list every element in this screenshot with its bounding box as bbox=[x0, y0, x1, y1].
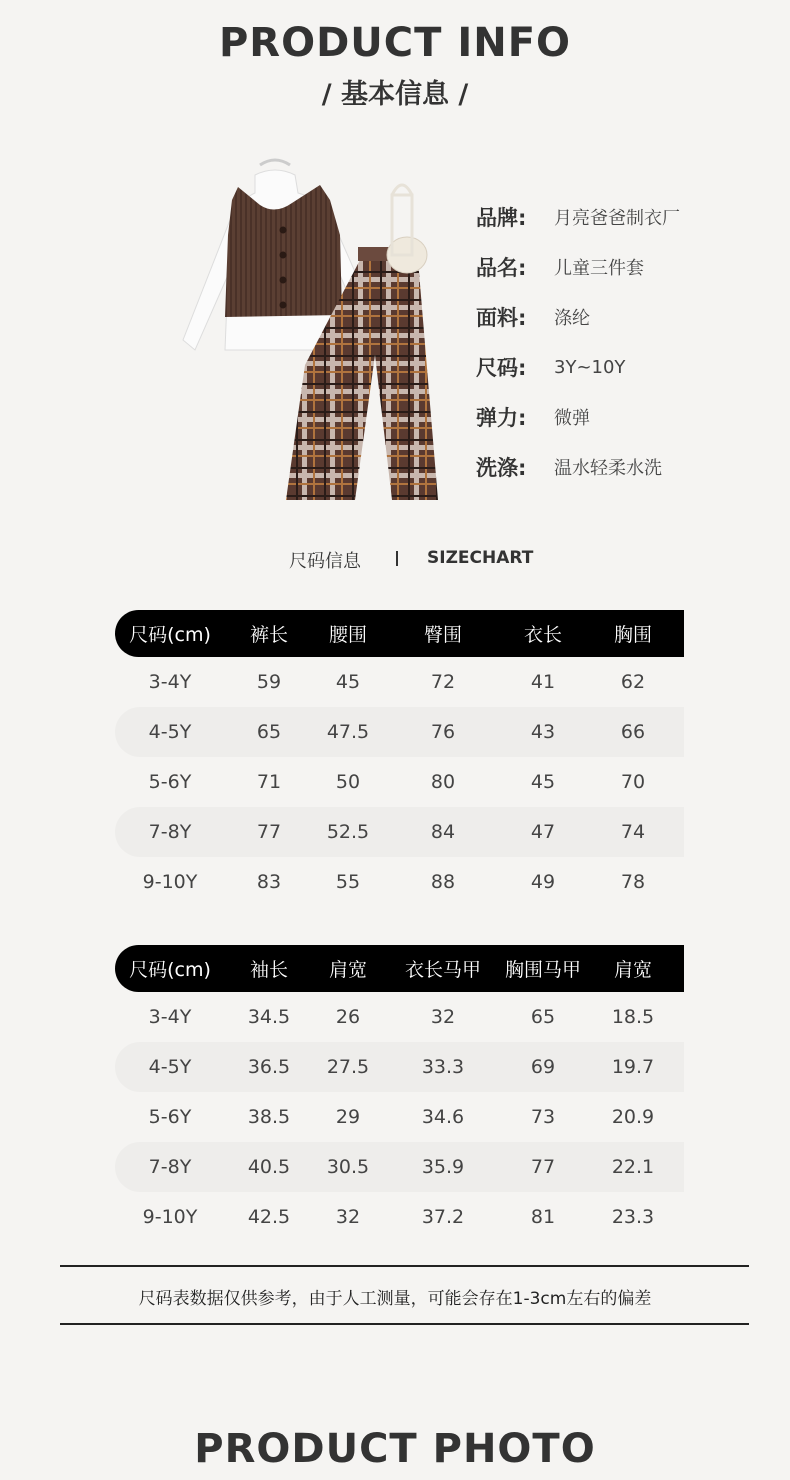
sizechart-cn: 尺码信息 bbox=[289, 551, 361, 572]
table-cell: 22.1 bbox=[611, 1156, 655, 1178]
table-row bbox=[115, 1042, 684, 1092]
table-cell: 49 bbox=[530, 871, 556, 893]
measurement-note: 尺码表数据仅供参考，由于人工测量，可能会存在1-3cm左右的偏差 bbox=[138, 1289, 652, 1309]
table-cell: 32 bbox=[430, 1006, 456, 1028]
table-cell: 38.5 bbox=[247, 1106, 291, 1128]
product-info-subtitle: / 基本信息 / bbox=[321, 79, 469, 110]
table-cell: 42.5 bbox=[247, 1206, 291, 1228]
table-row bbox=[115, 857, 684, 907]
product-info-title: PRODUCT INFO bbox=[218, 20, 572, 66]
header-cell: 裤长 bbox=[249, 624, 288, 646]
table-header bbox=[115, 610, 684, 657]
table-cell: 66 bbox=[620, 721, 646, 743]
table-cell: 76 bbox=[430, 721, 456, 743]
table-cell: 78 bbox=[620, 871, 646, 893]
info-label: 面料: bbox=[476, 306, 527, 330]
table-row bbox=[115, 657, 684, 707]
sizechart-en: SIZECHART bbox=[427, 548, 534, 568]
table-cell: 65 bbox=[530, 1006, 556, 1028]
table-cell: 77 bbox=[256, 821, 282, 843]
table-cell: 69 bbox=[530, 1056, 556, 1078]
table-cell: 59 bbox=[256, 671, 282, 693]
table-cell: 30.5 bbox=[326, 1156, 370, 1178]
table-cell: 71 bbox=[256, 771, 282, 793]
info-value: 3Y~10Y bbox=[554, 356, 626, 378]
table-cell: 74 bbox=[620, 821, 646, 843]
table-cell: 9-10Y bbox=[142, 871, 198, 893]
table-cell: 26 bbox=[335, 1006, 361, 1028]
header-cell: 袖长 bbox=[249, 959, 288, 981]
table-cell: 37.2 bbox=[421, 1206, 465, 1228]
info-row-name bbox=[476, 242, 680, 292]
table-cell: 45 bbox=[530, 771, 556, 793]
table-cell: 81 bbox=[530, 1206, 556, 1228]
product-info-list bbox=[476, 192, 680, 492]
table-cell: 47.5 bbox=[326, 721, 370, 743]
info-row-fabric bbox=[476, 292, 680, 342]
table-cell: 35.9 bbox=[421, 1156, 465, 1178]
info-value: 月亮爸爸制衣厂 bbox=[554, 208, 680, 229]
table-cell: 23.3 bbox=[611, 1206, 655, 1228]
table-cell: 7-8Y bbox=[148, 821, 192, 843]
info-row-brand bbox=[476, 192, 680, 242]
info-label: 品牌: bbox=[476, 206, 527, 230]
header-cell: 胸围 bbox=[613, 624, 652, 646]
table-row bbox=[115, 757, 684, 807]
table-cell: 3-4Y bbox=[148, 671, 192, 693]
info-value: 温水轻柔水洗 bbox=[554, 458, 662, 479]
table-cell: 9-10Y bbox=[142, 1206, 198, 1228]
header-cell: 肩宽 bbox=[613, 959, 652, 981]
table-cell: 55 bbox=[335, 871, 361, 893]
table-row bbox=[115, 1192, 684, 1242]
table-row bbox=[115, 707, 684, 757]
info-row-elastic bbox=[476, 392, 680, 442]
product-image bbox=[180, 155, 440, 510]
info-label: 弹力: bbox=[476, 406, 527, 430]
info-label: 尺码: bbox=[476, 356, 527, 380]
header-cell: 衣长马甲 bbox=[404, 959, 481, 981]
info-row-size bbox=[476, 342, 680, 392]
product-photo-title: PRODUCT PHOTO bbox=[194, 1426, 596, 1472]
table-cell: 32 bbox=[335, 1206, 361, 1228]
table-row bbox=[115, 992, 684, 1042]
header-cell: 尺码(cm) bbox=[129, 959, 211, 981]
info-row-wash bbox=[476, 442, 680, 492]
info-value: 儿童三件套 bbox=[554, 258, 644, 279]
table-cell: 84 bbox=[430, 821, 456, 843]
size-table-tops bbox=[115, 945, 684, 1242]
table-cell: 5-6Y bbox=[148, 1106, 192, 1128]
table-cell: 36.5 bbox=[247, 1056, 291, 1078]
table-cell: 73 bbox=[530, 1106, 556, 1128]
table-cell: 72 bbox=[430, 671, 456, 693]
table-cell: 20.9 bbox=[611, 1106, 655, 1128]
info-value: 微弹 bbox=[554, 408, 590, 429]
table-cell: 40.5 bbox=[247, 1156, 291, 1178]
header-cell: 腰围 bbox=[328, 624, 367, 646]
table-cell: 33.3 bbox=[421, 1056, 465, 1078]
table-cell: 18.5 bbox=[611, 1006, 655, 1028]
header-cell: 肩宽 bbox=[328, 959, 367, 981]
table-row bbox=[115, 1142, 684, 1192]
table-cell: 34.5 bbox=[247, 1006, 291, 1028]
table-cell: 3-4Y bbox=[148, 1006, 192, 1028]
table-cell: 83 bbox=[256, 871, 282, 893]
header-cell: 尺码(cm) bbox=[129, 624, 211, 646]
table-cell: 80 bbox=[430, 771, 456, 793]
table-cell: 34.6 bbox=[421, 1106, 465, 1128]
table-cell: 7-8Y bbox=[148, 1156, 192, 1178]
info-label: 洗涤: bbox=[476, 456, 527, 480]
header-cell: 臀围 bbox=[423, 624, 462, 646]
sizechart-heading bbox=[0, 547, 790, 571]
table-cell: 65 bbox=[256, 721, 282, 743]
table-cell: 52.5 bbox=[326, 821, 370, 843]
header-cell: 衣长 bbox=[523, 624, 562, 646]
size-table-pants bbox=[115, 610, 684, 907]
table-cell: 62 bbox=[620, 671, 646, 693]
table-cell: 50 bbox=[335, 771, 361, 793]
table-cell: 19.7 bbox=[611, 1056, 655, 1078]
table-cell: 45 bbox=[335, 671, 361, 693]
table-cell: 4-5Y bbox=[148, 1056, 192, 1078]
note-divider-top bbox=[60, 1265, 749, 1267]
table-cell: 4-5Y bbox=[148, 721, 192, 743]
info-label: 品名: bbox=[476, 256, 527, 280]
table-row bbox=[115, 1092, 684, 1142]
table-cell: 43 bbox=[530, 721, 556, 743]
note-divider-bottom bbox=[60, 1323, 749, 1325]
table-cell: 29 bbox=[335, 1106, 361, 1128]
table-row bbox=[115, 807, 684, 857]
info-value: 涤纶 bbox=[554, 308, 590, 329]
table-cell: 47 bbox=[530, 821, 556, 843]
table-cell: 27.5 bbox=[326, 1056, 370, 1078]
table-header bbox=[115, 945, 684, 992]
table-cell: 5-6Y bbox=[148, 771, 192, 793]
sizechart-divider bbox=[396, 551, 398, 566]
table-cell: 77 bbox=[530, 1156, 556, 1178]
header-cell: 胸围马甲 bbox=[504, 959, 581, 981]
table-cell: 70 bbox=[620, 771, 646, 793]
table-cell: 41 bbox=[530, 671, 556, 693]
table-cell: 88 bbox=[430, 871, 456, 893]
